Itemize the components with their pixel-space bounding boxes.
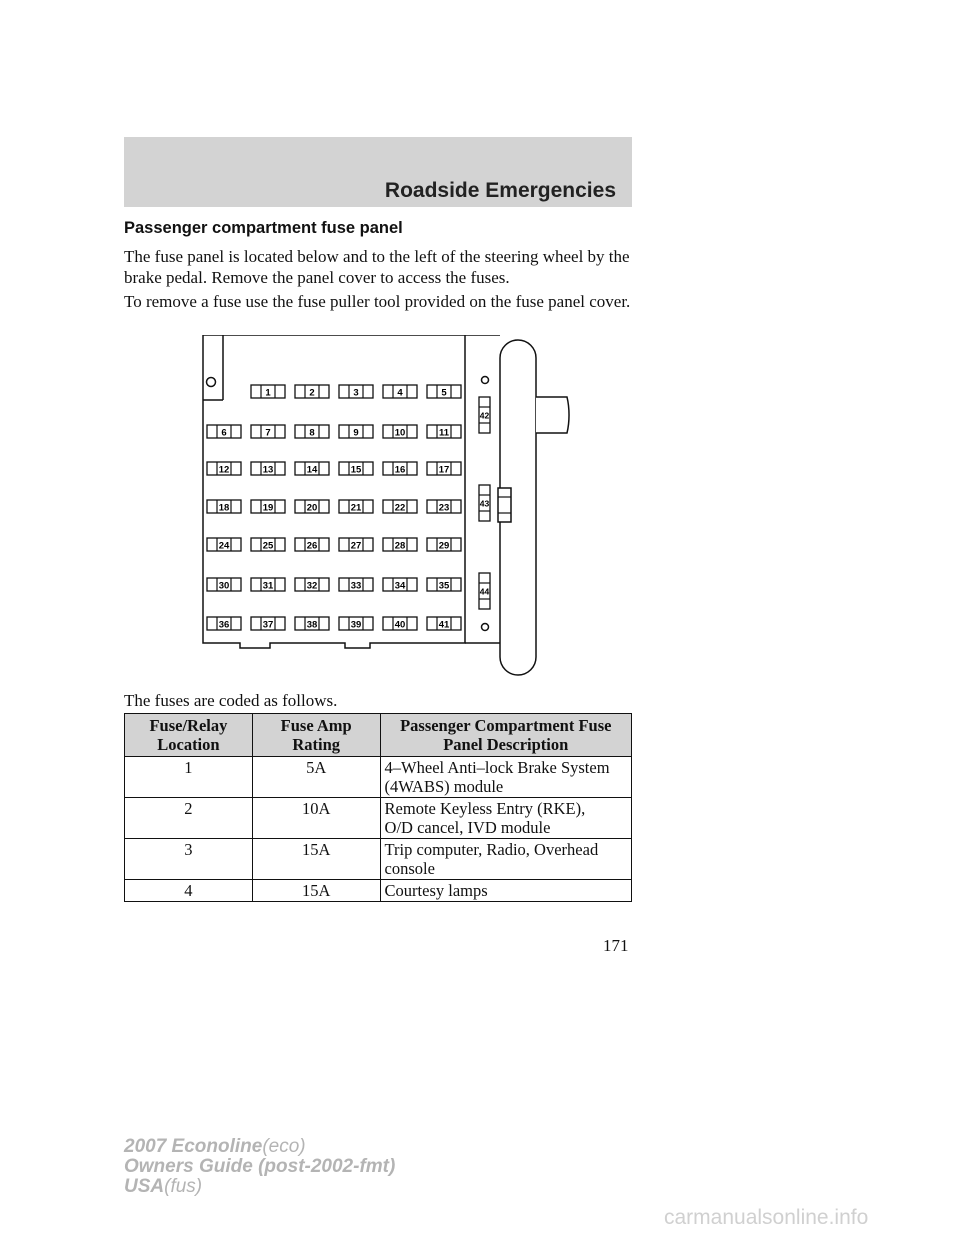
fuse-number: 41	[438, 619, 450, 631]
side-fuse-number: 43	[479, 498, 490, 509]
side-fuse-number: 42	[479, 410, 490, 421]
fuse-table	[124, 713, 632, 902]
mount-hole-bottom-right	[482, 624, 489, 631]
fuse-slot	[383, 500, 417, 514]
fuse-slot	[251, 578, 285, 592]
fuse-slot	[251, 385, 285, 399]
fuse-slot	[339, 385, 373, 399]
paragraph-location: The fuse panel is located below and to the left of the steering wheel by the brake pedal. Remove the panel cover to access the fuses.	[124, 247, 630, 287]
fuse-number: 3	[353, 387, 359, 399]
fuse-amp: 10A	[252, 798, 380, 839]
table-row	[125, 798, 632, 839]
fuse-number: 15	[350, 464, 362, 476]
header-description: Passenger Compartment Fuse Panel Description	[380, 714, 631, 757]
fuse-slot	[383, 617, 417, 631]
mount-hole-top-right	[482, 377, 489, 384]
fuse-number: 40	[394, 619, 406, 631]
page-number: 171	[603, 936, 629, 955]
fuse-slot	[207, 617, 241, 631]
fuse-slot	[339, 425, 373, 439]
fuse-number: 16	[394, 464, 406, 476]
fuse-description: 4–Wheel Anti–lock Brake System (4WABS) module	[380, 757, 631, 798]
fuse-number: 19	[262, 502, 274, 514]
side-fuse-slot	[479, 397, 490, 433]
panel-outline	[203, 335, 465, 648]
header-amp-rating: Fuse Amp Rating	[252, 714, 380, 757]
fuse-panel-diagram	[195, 335, 595, 680]
fuse-number: 22	[394, 502, 406, 514]
fuse-slot	[295, 578, 329, 592]
fuse-slot	[207, 425, 241, 439]
fuse-location: 1	[125, 757, 253, 798]
fuse-number: 6	[221, 427, 227, 439]
fuse-slot	[339, 538, 373, 552]
fuse-number: 25	[262, 540, 274, 552]
table-row	[125, 839, 632, 880]
section-header-band	[124, 137, 632, 207]
fuse-amp: 15A	[252, 839, 380, 880]
fuse-slot	[207, 578, 241, 592]
fuse-amp: 15A	[252, 880, 380, 902]
watermark: carmanualsonline.info	[664, 1206, 869, 1229]
fuse-slot	[251, 500, 285, 514]
table-header-row	[125, 714, 632, 757]
connector-tab	[536, 397, 569, 433]
fuse-number: 36	[218, 619, 230, 631]
fuse-slot	[339, 617, 373, 631]
fuse-slot	[295, 425, 329, 439]
fuse-number: 2	[309, 387, 315, 399]
fuse-number: 18	[218, 502, 230, 514]
fuse-number: 10	[394, 427, 406, 439]
fuse-slot	[383, 538, 417, 552]
chapter-title: Roadside Emergencies	[384, 179, 616, 202]
fuse-number: 20	[306, 502, 318, 514]
fuse-slot	[251, 617, 285, 631]
fuse-number: 24	[218, 540, 230, 552]
fuse-number: 5	[441, 387, 447, 399]
fuse-number: 8	[309, 427, 315, 439]
fuse-number: 35	[438, 580, 450, 592]
fuse-slot	[427, 385, 461, 399]
fuse-number: 1	[265, 387, 271, 399]
fuse-number: 21	[350, 502, 362, 514]
fuse-number: 28	[394, 540, 406, 552]
fuse-slot	[427, 617, 461, 631]
fuse-slot	[427, 538, 461, 552]
fuse-number: 37	[262, 619, 274, 631]
fuse-slot	[383, 578, 417, 592]
fuse-number: 33	[350, 580, 362, 592]
fuse-slot	[427, 462, 461, 476]
fuse-slot	[383, 385, 417, 399]
fuse-slot	[295, 462, 329, 476]
fuse-slot	[427, 500, 461, 514]
fuse-slot	[207, 462, 241, 476]
fuse-slot	[251, 538, 285, 552]
fuse-slot	[427, 425, 461, 439]
fuse-number: 17	[438, 464, 450, 476]
fuse-slot	[339, 500, 373, 514]
mount-hole-top-left	[207, 378, 216, 387]
fuse-slot	[295, 500, 329, 514]
header-location: Fuse/Relay Location	[125, 714, 253, 757]
fuse-number: 7	[265, 427, 271, 439]
fuse-number: 13	[262, 464, 274, 476]
fuse-number: 12	[218, 464, 230, 476]
side-fuse-slot	[479, 485, 490, 521]
fuse-number: 9	[353, 427, 359, 439]
fuse-number: 34	[394, 580, 406, 592]
fuse-description: Remote Keyless Entry (RKE), O/D cancel, IVD module	[380, 798, 631, 839]
section-heading: Passenger compartment fuse panel	[124, 219, 403, 237]
fuse-slot	[207, 538, 241, 552]
document-footer: 2007 Econoline(eco) Owners Guide (post-2002-fmt) USA(fus)	[124, 1136, 396, 1197]
side-fuse-number: 44	[479, 586, 490, 597]
fuse-description: Trip computer, Radio, Overhead console	[380, 839, 631, 880]
fuse-slot	[251, 462, 285, 476]
fuse-number: 32	[306, 580, 318, 592]
fuse-amp: 5A	[252, 757, 380, 798]
fuse-slot	[295, 385, 329, 399]
fuse-location: 4	[125, 880, 253, 902]
fuse-number: 14	[306, 464, 318, 476]
fuse-number: 38	[306, 619, 318, 631]
fuse-slot	[383, 462, 417, 476]
paragraph-coding: The fuses are coded as follows.	[124, 691, 338, 710]
fuse-slot	[207, 500, 241, 514]
fuse-location: 3	[125, 839, 253, 880]
fuse-number: 29	[438, 540, 450, 552]
fuse-slot	[339, 462, 373, 476]
fuse-number: 39	[350, 619, 362, 631]
fuse-slot	[251, 425, 285, 439]
fuse-slot	[383, 425, 417, 439]
fuse-slot	[427, 578, 461, 592]
fuse-slot	[295, 617, 329, 631]
fuse-number: 30	[218, 580, 230, 592]
table-row	[125, 880, 632, 902]
fuse-number: 11	[438, 427, 450, 439]
fuse-slot	[295, 538, 329, 552]
fuse-slot	[339, 578, 373, 592]
fuse-number: 27	[350, 540, 362, 552]
paragraph-removal: To remove a fuse use the fuse puller tool provided on the fuse panel cover.	[124, 292, 631, 311]
fuse-description: Courtesy lamps	[380, 880, 631, 902]
side-fuse-slot	[479, 573, 490, 609]
table-row	[125, 757, 632, 798]
fuse-number: 26	[306, 540, 318, 552]
fuse-location: 2	[125, 798, 253, 839]
fuse-number: 31	[262, 580, 274, 592]
fuse-number: 4	[397, 387, 403, 399]
fuse-number: 23	[438, 502, 450, 514]
